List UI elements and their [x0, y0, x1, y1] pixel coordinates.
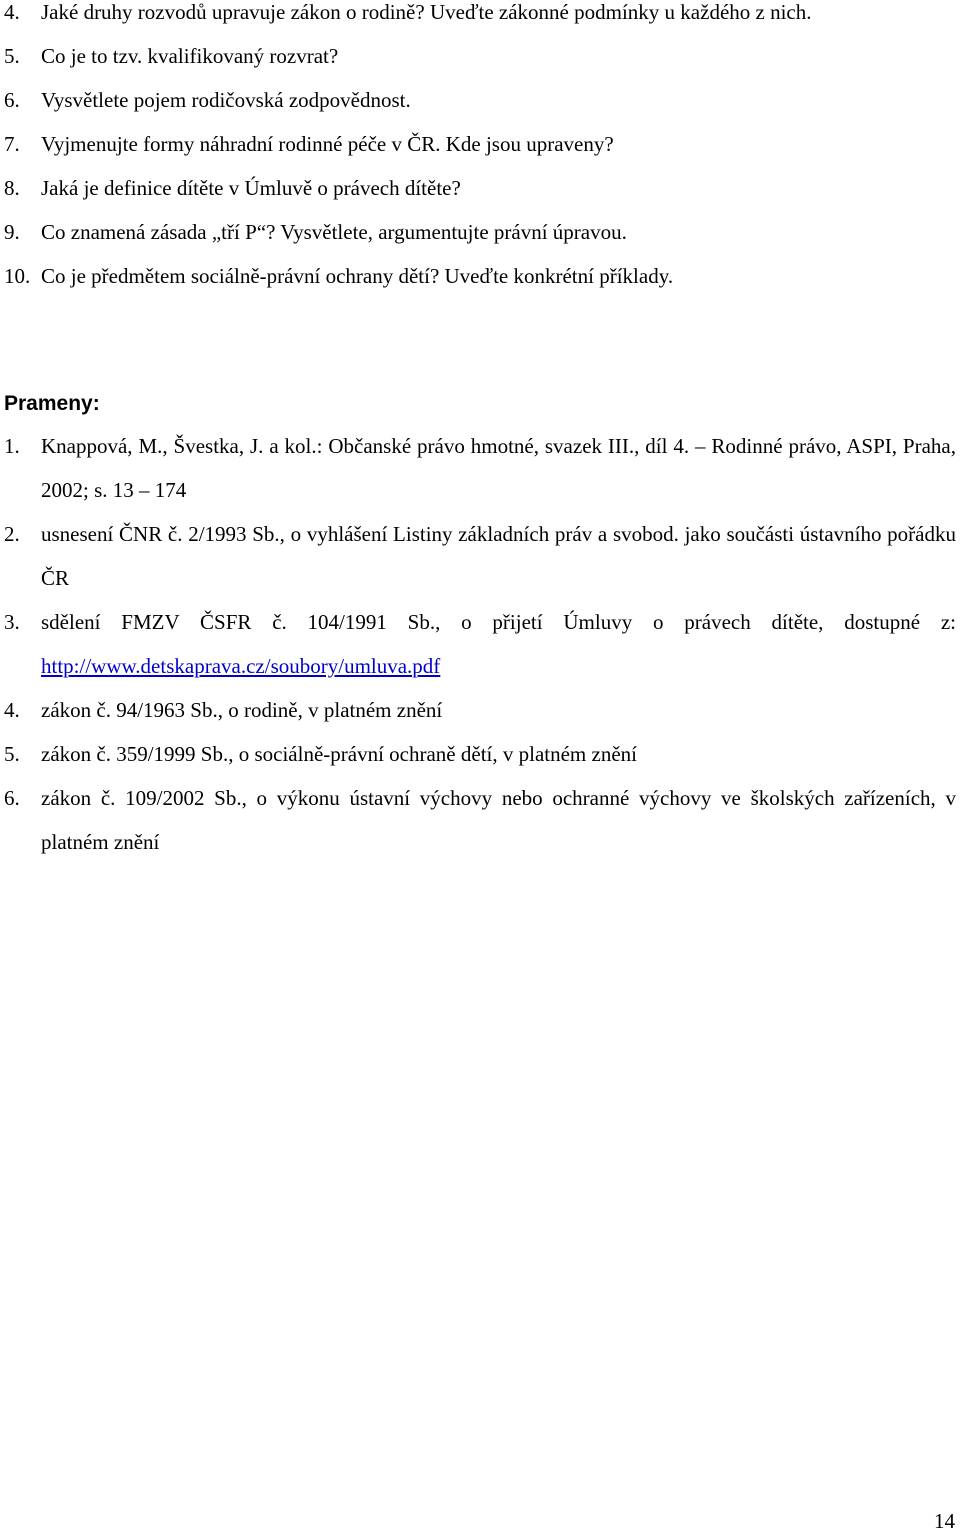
- source-text: sdělení FMZV ČSFR č. 104/1991 Sb., o přijetí Úmluvy o právech dítěte, dostupné z:: [41, 610, 956, 634]
- question-text: Co je předmětem sociálně-právní ochrany dětí? Uveďte konkrétní příklady.: [41, 264, 674, 288]
- question-number: 10.: [4, 264, 31, 288]
- source-item: [0, 512, 960, 600]
- question-list: [0, 0, 960, 298]
- source-item: [0, 600, 960, 688]
- source-link[interactable]: http://www.detskaprava.cz/soubory/umluva.pdf: [41, 654, 441, 678]
- question-text: Co je to tzv. kvalifikovaný rozvrat?: [41, 44, 339, 68]
- question-number: 7.: [4, 132, 20, 156]
- question-number: 8.: [4, 176, 20, 200]
- source-number: 3.: [4, 610, 20, 634]
- question-text: Jaké druhy rozvodů upravuje zákon o rodině? Uveďte zákonné podmínky u každého z nich.: [41, 0, 812, 24]
- source-item: [0, 732, 960, 776]
- source-number: 1.: [4, 434, 20, 458]
- question-number: 6.: [4, 88, 20, 112]
- source-number: 4.: [4, 698, 20, 722]
- source-text: zákon č. 359/1999 Sb., o sociálně-právní ochraně dětí, v platném znění: [41, 742, 637, 766]
- source-text: usnesení ČNR č. 2/1993 Sb., o vyhlášení Listiny základních práv a svobod. jako součásti ústavního pořádku ČR: [41, 522, 956, 590]
- question-text: Vysvětlete pojem rodičovská zodpovědnost.: [41, 88, 411, 112]
- sources-list: [0, 424, 960, 864]
- question-number: 9.: [4, 220, 20, 244]
- page-number: 14: [934, 1509, 955, 1533]
- question-item: [0, 166, 960, 210]
- source-text: Knappová, M., Švestka, J. a kol.: Občanské právo hmotné, svazek III., díl 4. – Rodinné právo, ASPI, Praha, 2002; s. 13 – 174: [41, 434, 956, 502]
- question-text: Jaká je definice dítěte v Úmluvě o právech dítěte?: [41, 176, 461, 200]
- source-item: [0, 776, 960, 864]
- question-item: [0, 210, 960, 254]
- source-number: 5.: [4, 742, 20, 766]
- source-item: [0, 688, 960, 732]
- source-item: [0, 424, 960, 512]
- sources-heading: Prameny:: [4, 392, 100, 415]
- question-text: Co znamená zásada „tří P“? Vysvětlete, argumentujte právní úpravou.: [41, 220, 627, 244]
- source-text: zákon č. 94/1963 Sb., o rodině, v platném znění: [41, 698, 443, 722]
- question-text: Vyjmenujte formy náhradní rodinné péče v ČR. Kde jsou upraveny?: [41, 132, 614, 156]
- source-number: 2.: [4, 522, 20, 546]
- question-number: 5.: [4, 44, 20, 68]
- source-number: 6.: [4, 786, 20, 810]
- question-number: 4.: [4, 0, 20, 24]
- question-item: [0, 78, 960, 122]
- question-item: [0, 122, 960, 166]
- question-item: [0, 34, 960, 78]
- source-text: zákon č. 109/2002 Sb., o výkonu ústavní výchovy nebo ochranné výchovy ve školských zařízeních, v platném znění: [41, 786, 956, 854]
- question-item: [0, 0, 960, 34]
- question-item: [0, 254, 960, 298]
